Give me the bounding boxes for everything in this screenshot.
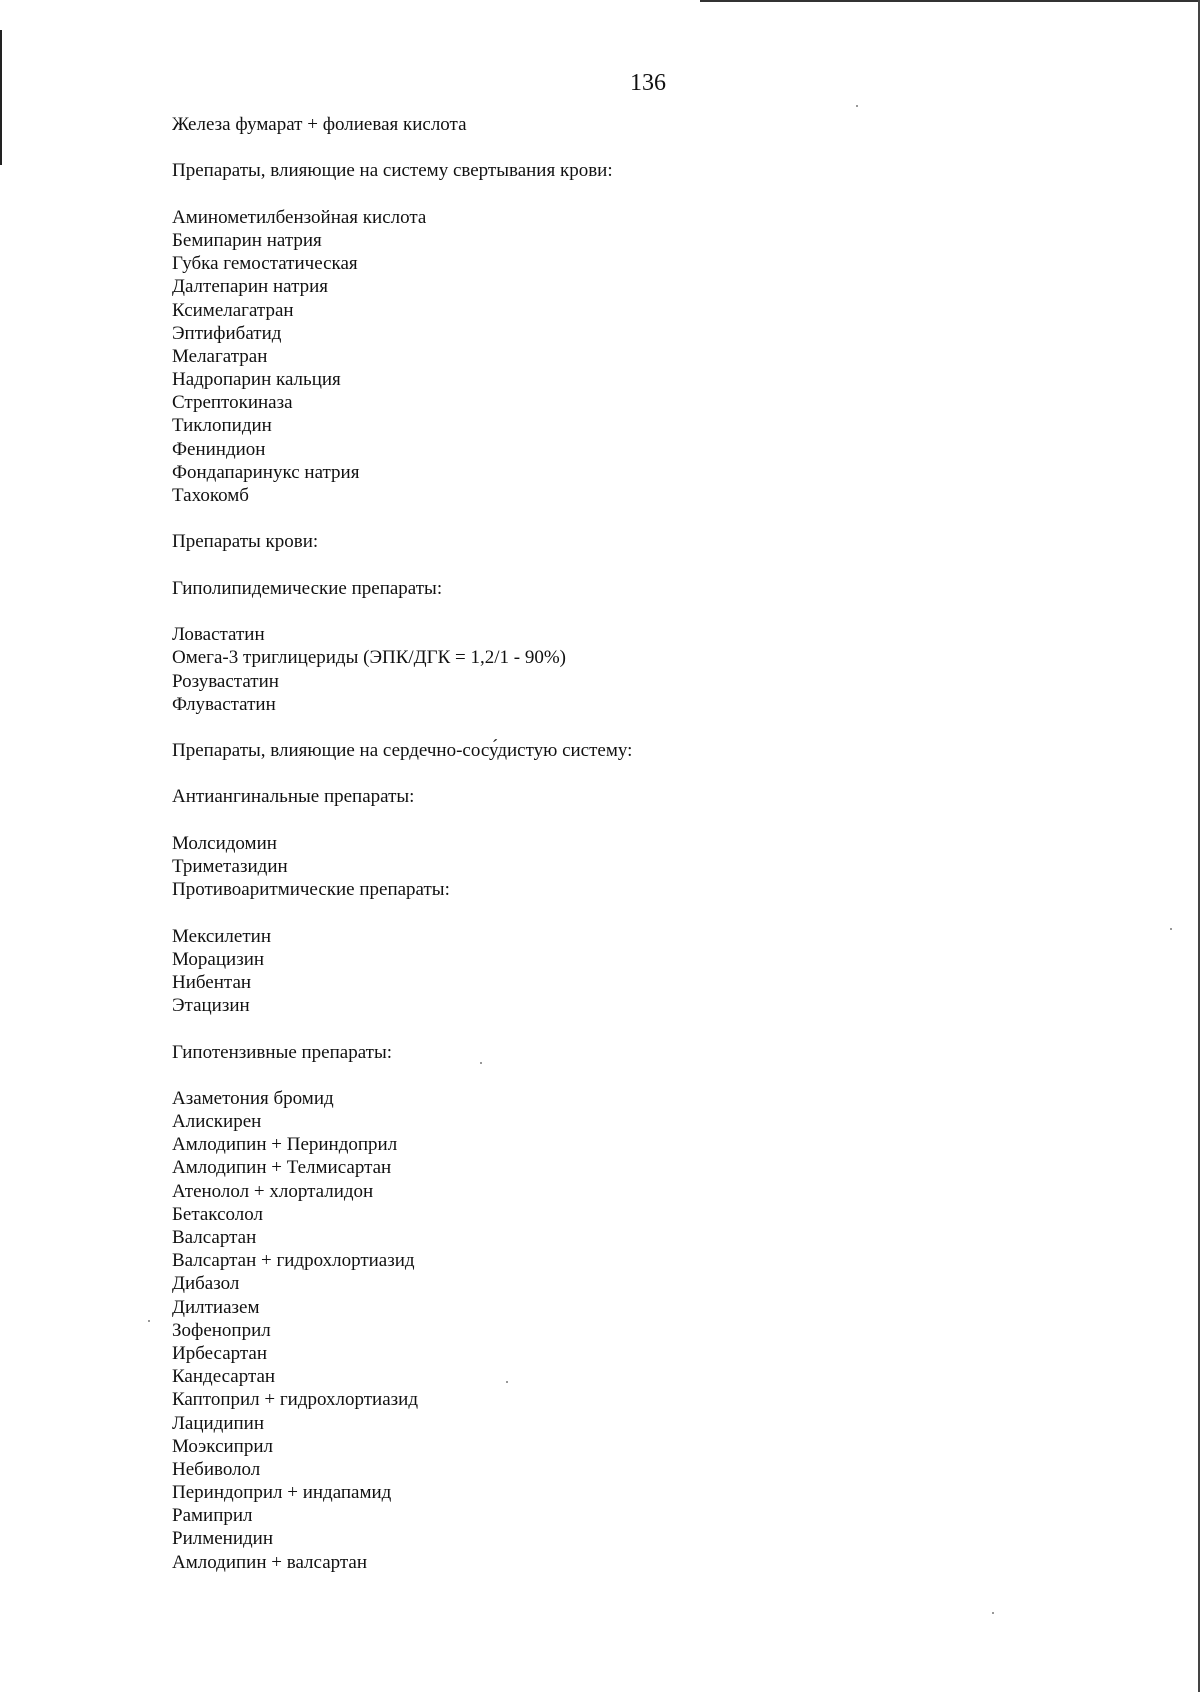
scan-speck [856, 105, 858, 107]
list-item: Ксимелагатран [172, 299, 294, 321]
list-item: Амлодипин + Периндоприл [172, 1134, 398, 1156]
list-item: Атенолол + хлорталидон [172, 1180, 374, 1202]
blank-line [172, 762, 1072, 785]
list-item: Фениндион [172, 438, 266, 460]
list-item: Алискирен [172, 1111, 262, 1133]
blank-line [172, 1017, 1072, 1040]
list-item: Эптифибатид [172, 322, 282, 344]
list-item: Бемипарин натрия [172, 229, 322, 251]
section-heading: Гипотензивные препараты: [172, 1041, 393, 1063]
list-item: Тиклопидин [172, 415, 272, 437]
blank-line [172, 136, 1072, 159]
list-item: Рамиприл [172, 1505, 253, 1527]
list-item: Губка гемостатическая [172, 253, 358, 275]
list-item: Кандесартан [172, 1366, 276, 1388]
list-item: Небиволол [172, 1458, 261, 1480]
list-item: Розувастатин [172, 670, 279, 692]
list-item: Зофеноприл [172, 1319, 271, 1341]
list-item: Морацизин [172, 948, 265, 970]
document-body [172, 113, 1072, 1574]
list-item: Надропарин кальция [172, 369, 341, 391]
list-item: Каптоприл + гидрохлортиазид [172, 1389, 418, 1411]
list-item: Периндоприл + индапамид [172, 1482, 392, 1504]
scan-speck [148, 1320, 150, 1322]
list-item: Молсидомин [172, 832, 277, 854]
list-item: Ирбесартан [172, 1342, 268, 1364]
scan-edge-left [0, 30, 2, 165]
list-item: Мелагатран [172, 345, 268, 367]
list-item: Валсартан + гидрохлортиазид [172, 1250, 415, 1272]
list-item: Этацизин [172, 995, 250, 1017]
list-item: Нибентан [172, 971, 252, 993]
section-heading: Гиполипидемические препараты: [172, 577, 443, 599]
list-item: Фондапаринукс натрия [172, 461, 360, 483]
list-item: Амлодипин + Телмисартан [172, 1157, 392, 1179]
section-heading: Противоаритмические препараты: [172, 879, 450, 901]
list-item: Аминометилбензойная кислота [172, 206, 427, 228]
list-item: Стрептокиназа [172, 392, 293, 414]
list-item: Триметазидин [172, 856, 288, 877]
list-item: Тахокомб [172, 485, 249, 506]
list-item: Омега-3 триглицериды (ЭПК/ДГК = 1,2/1 - 90%) [172, 647, 566, 669]
list-item: Азаметония бромид [172, 1087, 334, 1109]
list-item: Моэксиприл [172, 1435, 273, 1457]
list-item: Валсартан [172, 1227, 257, 1248]
page-number: 136 [630, 70, 666, 96]
section-heading: Антиангинальные препараты: [172, 786, 415, 808]
blank-line [172, 716, 1072, 739]
scan-speck [1170, 928, 1172, 930]
blank-line [172, 183, 1072, 206]
list-item: Мексилетин [172, 925, 271, 947]
list-item: Железа фумарат + фолиевая кислота [172, 114, 467, 135]
blank-line [172, 1064, 1072, 1087]
scan-speck [992, 1612, 994, 1614]
blank-line [172, 554, 1072, 577]
blank-line [172, 901, 1072, 924]
blank-line [172, 809, 1072, 832]
list-item: Далтепарин натрия [172, 276, 329, 298]
section-heading: Препараты крови: [172, 531, 319, 553]
list-item: Амлодипин + валсартан [172, 1551, 368, 1573]
blank-line [172, 600, 1072, 623]
section-heading: Препараты, влияющие на систему свертывания крови: [172, 160, 613, 182]
section-heading: Препараты, влияющие на сердечно-сосу́дистую систему: [172, 740, 633, 762]
blank-line [172, 507, 1072, 530]
list-item: Дилтиазем [172, 1296, 260, 1318]
scan-edge-top [700, 0, 1200, 2]
list-item: Дибазол [172, 1273, 240, 1295]
list-item: Лацидипин [172, 1412, 264, 1434]
list-item: Ловастатин [172, 624, 265, 646]
list-item: Бетаксолол [172, 1203, 263, 1225]
list-item: Рилменидин [172, 1528, 274, 1550]
list-item: Флувастатин [172, 693, 276, 715]
